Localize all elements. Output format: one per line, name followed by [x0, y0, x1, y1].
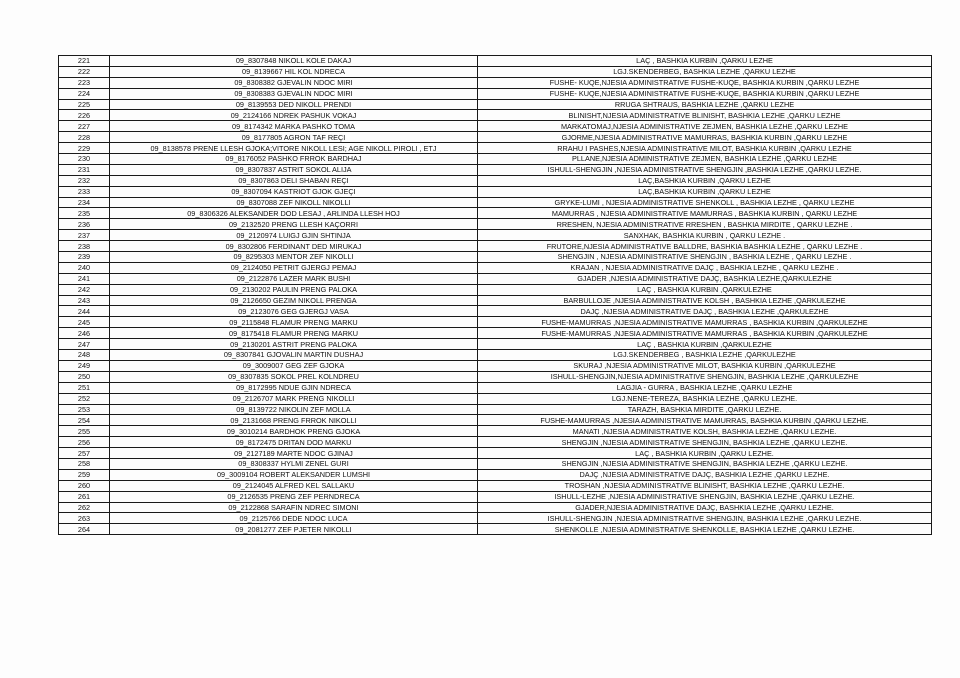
table-row — [59, 154, 932, 165]
row-number-cell: 250 — [59, 371, 110, 382]
record-name-cell: 09_8307835 SOKOL PREL KOLNDREU — [110, 371, 478, 382]
record-name-cell: 09_8302806 FERDINANT DED MIRUKAJ — [110, 241, 478, 252]
record-location-cell: LGJ.SKENDERBEG , BASHKIA LEZHE ,QARKULEZHE — [478, 350, 932, 361]
row-number-cell: 248 — [59, 350, 110, 361]
record-name-cell: 09_8307837 ASTRIT SOKOL ALIJA — [110, 164, 478, 175]
row-number-cell: 229 — [59, 143, 110, 154]
row-number-cell: 227 — [59, 121, 110, 132]
record-name-cell: 09_8174342 MARKA PASHKO TOMA — [110, 121, 478, 132]
record-location-cell: FUSHE-MAMURRAS ,NJESIA ADMINISTRATIVE MAMURRAS, BASHKIA KURBIN ,QARKU LEZHE. — [478, 415, 932, 426]
row-number-cell: 262 — [59, 502, 110, 513]
table-row — [59, 284, 932, 295]
record-name-cell: 09_8138578 PRENE LLESH GJOKA;VITORE NIKOLL LESI; AGE NIKOLL PIROLI , ETJ — [110, 143, 478, 154]
record-location-cell: MAMURRAS , NJESIA ADMINISTRATIVE MAMURRAS , BASHKIA KURBIN , QARKU LEZHE — [478, 208, 932, 219]
table-row — [59, 88, 932, 99]
record-location-cell: LAÇ , BASHKIA KURBIN ,QARKU LEZHE. — [478, 448, 932, 459]
row-number-cell: 232 — [59, 175, 110, 186]
table-row — [59, 350, 932, 361]
record-location-cell: ISHULL-SHENGJIN ,NJESIA ADMINISTRATIVE SHENGJIN, BASHKIA LEZHE ,QARKU LEZHE. — [478, 513, 932, 524]
table-row — [59, 437, 932, 448]
row-number-cell: 237 — [59, 230, 110, 241]
record-location-cell: SANXHAK, BASHKIA KURBIN , QARKU LEZHE . — [478, 230, 932, 241]
record-location-cell: GRYKE-LUMI , NJESIA ADMINISTRATIVE SHENKOLL , BASHKIA LEZHE , QARKU LEZHE — [478, 197, 932, 208]
record-location-cell: FRUTORE,NJESIA ADMINISTRATIVE BALLDRE, BASHKIA BASHKIA LEZHE , QARKU LEZHE . — [478, 241, 932, 252]
record-name-cell: 09_2127189 MARTE NDOC GJINAJ — [110, 448, 478, 459]
record-name-cell: 09_8295303 MENTOR ZEF NIKOLLI — [110, 252, 478, 263]
row-number-cell: 234 — [59, 197, 110, 208]
record-location-cell: RRESHEN, NJESIA ADMINISTRATIVE RRESHEN , BASHKIA MIRDITE , QARKU LEZHE . — [478, 219, 932, 230]
row-number-cell: 226 — [59, 110, 110, 121]
row-number-cell: 253 — [59, 404, 110, 415]
table-row — [59, 132, 932, 143]
table-row — [59, 143, 932, 154]
record-name-cell: 09_2132520 PRENG LLESH KAÇORRI — [110, 219, 478, 230]
row-number-cell: 239 — [59, 252, 110, 263]
row-number-cell: 264 — [59, 524, 110, 535]
row-number-cell: 224 — [59, 88, 110, 99]
table-row — [59, 99, 932, 110]
record-location-cell: SHENGJIN , NJESIA ADMINISTRATIVE SHENGJIN , BASHKIA LEZHE , QARKU LEZHE . — [478, 252, 932, 263]
row-number-cell: 223 — [59, 77, 110, 88]
records-table — [58, 55, 932, 535]
record-name-cell: 09_8308383 GJEVALIN NDOC MIRI — [110, 88, 478, 99]
row-number-cell: 238 — [59, 241, 110, 252]
record-location-cell: BLINISHT,NJESIA ADMINISTRATIVE BLINISHT, BASHKIA LEZHE ,QARKU LEZHE — [478, 110, 932, 121]
row-number-cell: 233 — [59, 186, 110, 197]
row-number-cell: 255 — [59, 426, 110, 437]
record-name-cell: 09_2124045 ALFRED KEL SALLAKU — [110, 480, 478, 491]
record-location-cell: PLLANE,NJESIA ADMINISTRATIVE ZEJMEN, BASHKIA LEZHE ,QARKU LEZHE — [478, 154, 932, 165]
row-number-cell: 235 — [59, 208, 110, 219]
row-number-cell: 230 — [59, 154, 110, 165]
row-number-cell: 263 — [59, 513, 110, 524]
row-number-cell: 221 — [59, 56, 110, 67]
table-row — [59, 382, 932, 393]
record-name-cell: 09_8176052 PASHKO FRROK BARDHAJ — [110, 154, 478, 165]
record-location-cell: BARBULLOJE ,NJESIA ADMINISTRATIVE KOLSH , BASHKIA LEZHE ,QARKULEZHE — [478, 295, 932, 306]
table-row — [59, 77, 932, 88]
row-number-cell: 259 — [59, 469, 110, 480]
record-location-cell: FUSHE-MAMURRAS ,NJESIA ADMINISTRATIVE MAMURRAS , BASHKIA KURBIN ,QARKULEZHE — [478, 317, 932, 328]
record-name-cell: 09_3010214 BARDHOK PRENG GJOKA — [110, 426, 478, 437]
table-row — [59, 175, 932, 186]
row-number-cell: 251 — [59, 382, 110, 393]
record-name-cell: 09_2125766 DEDE NDOC LUCA — [110, 513, 478, 524]
table-row — [59, 121, 932, 132]
table-row — [59, 230, 932, 241]
record-name-cell: 09_2131668 PRENG FRROK NIKOLLI — [110, 415, 478, 426]
record-name-cell: 09_3009007 GEG ZEF GJOKA — [110, 360, 478, 371]
table-row — [59, 186, 932, 197]
row-number-cell: 257 — [59, 448, 110, 459]
record-name-cell: 09_8307094 KASTRIOT GJOK GJEÇI — [110, 186, 478, 197]
record-name-cell: 09_2122876 LAZER MARK BUSHI — [110, 273, 478, 284]
record-name-cell: 09_8139722 NIKOLIN ZEF MOLLA — [110, 404, 478, 415]
record-location-cell: ISHULL-SHENGJIN ,NJESIA ADMINISTRATIVE SHENGJIN ,BASHKIA LEZHE ,QARKU LEZHE. — [478, 164, 932, 175]
table-row — [59, 339, 932, 350]
table-row — [59, 328, 932, 339]
record-location-cell: SKURAJ ,NJESIA ADMINISTRATIVE MILOT, BASHKIA KURBIN ,QARKULEZHE — [478, 360, 932, 371]
record-location-cell: RRUGA SHTRAUS, BASHKIA LEZHE ,QARKU LEZHE — [478, 99, 932, 110]
record-location-cell: FUSHE- KUQE,NJESIA ADMINISTRATIVE FUSHE-KUQE, BASHKIA KURBIN ,QARKU LEZHE — [478, 88, 932, 99]
record-location-cell: KRAJAN , NJESIA ADMINISTRATIVE DAJÇ , BASHKIA LEZHE , QARKU LEZHE . — [478, 262, 932, 273]
row-number-cell: 249 — [59, 360, 110, 371]
record-location-cell: LAÇ,BASHKIA KURBIN ,QARKU LEZHE — [478, 175, 932, 186]
record-location-cell: MANATI ,NJESIA ADMINISTRATIVE KOLSH, BASHKIA LEZHE ,QARKU LEZHE. — [478, 426, 932, 437]
record-location-cell: GJORME,NJESIA ADMINISTRATIVE MAMURRAS, BASHKIA KURBIN ,QARKU LEZHE — [478, 132, 932, 143]
row-number-cell: 258 — [59, 458, 110, 469]
table-row — [59, 448, 932, 459]
record-name-cell: 09_8307841 GJOVALIN MARTIN DUSHAJ — [110, 350, 478, 361]
record-name-cell: 09_8139553 DED NIKOLL PRENDI — [110, 99, 478, 110]
record-name-cell: 09_2130202 PAULIN PRENG PALOKA — [110, 284, 478, 295]
row-number-cell: 244 — [59, 306, 110, 317]
record-location-cell: TROSHAN ,NJESIA ADMINISTRATIVE BLINISHT, BASHKIA LEZHE ,QARKU LEZHE. — [478, 480, 932, 491]
table-row — [59, 469, 932, 480]
record-name-cell: 09_8177805 AGRON TAF REÇI — [110, 132, 478, 143]
table-row — [59, 110, 932, 121]
record-location-cell: LGJ.NENE-TEREZA, BASHKIA LEZHE ,QARKU LEZHE. — [478, 393, 932, 404]
record-name-cell: 09_8307863 DELI SHABAN REÇI — [110, 175, 478, 186]
record-location-cell: LAÇ , BASHKIA KURBIN ,QARKULEZHE — [478, 339, 932, 350]
record-name-cell: 09_2124166 NDREK PASHUK VOKAJ — [110, 110, 478, 121]
record-name-cell: 09_8307848 NIKOLL KOLE DAKAJ — [110, 56, 478, 67]
record-name-cell: 09_2126707 MARK PRENG NIKOLLI — [110, 393, 478, 404]
record-name-cell: 09_8306326 ALEKSANDER DOD LESAJ , ARLINDA LLESH HOJ — [110, 208, 478, 219]
record-location-cell: LGJ.SKENDERBEG, BASHKIA LEZHE ,QARKU LEZHE — [478, 66, 932, 77]
record-location-cell: GJADER,NJESIA ADMINISTRATIVE DAJÇ, BASHKIA LEZHE ,QARKU LEZHE. — [478, 502, 932, 513]
record-location-cell: MARKATOMAJ,NJESIA ADMINISTRATIVE ZEJMEN, BASHKIA LEZHE ,QARKU LEZHE — [478, 121, 932, 132]
record-name-cell: 09_2123076 GEG GJERGJ VASA — [110, 306, 478, 317]
row-number-cell: 252 — [59, 393, 110, 404]
record-location-cell: FUSHE- KUQE,NJESIA ADMINISTRATIVE FUSHE-KUQE, BASHKIA KURBIN ,QARKU LEZHE — [478, 77, 932, 88]
record-name-cell: 09_8175418 FLAMUR PRENG MARKU — [110, 328, 478, 339]
table-row — [59, 360, 932, 371]
table-row — [59, 458, 932, 469]
table-row — [59, 404, 932, 415]
row-number-cell: 240 — [59, 262, 110, 273]
table-row — [59, 524, 932, 535]
record-name-cell: 09_2126535 PRENG ZEF PERNDRECA — [110, 491, 478, 502]
row-number-cell: 241 — [59, 273, 110, 284]
record-name-cell: 09_2126650 GEZIM NIKOLL PRENGA — [110, 295, 478, 306]
table-row — [59, 197, 932, 208]
record-location-cell: LAÇ , BASHKIA KURBIN ,QARKU LEZHE — [478, 56, 932, 67]
record-location-cell: ISHULL-LEZHE ,NJESIA ADMINISTRATIVE SHENGJIN, BASHKIA LEZHE ,QARKU LEZHE. — [478, 491, 932, 502]
record-name-cell: 09_8172995 NDUE GJIN NDRECA — [110, 382, 478, 393]
table-row — [59, 262, 932, 273]
table-row — [59, 219, 932, 230]
table-row — [59, 491, 932, 502]
record-location-cell: FUSHE-MAMURRAS ,NJESIA ADMINISTRATIVE MAMURRAS , BASHKIA KURBIN ,QARKULEZHE — [478, 328, 932, 339]
table-row — [59, 164, 932, 175]
record-name-cell: 09_8139667 HIL KOL NDRECA — [110, 66, 478, 77]
table-row — [59, 513, 932, 524]
row-number-cell: 245 — [59, 317, 110, 328]
row-number-cell: 246 — [59, 328, 110, 339]
record-location-cell: SHENKOLLE ,NJESIA ADMINISTRATIVE SHENKOLLE, BASHKIA LEZHE ,QARKU LEZHE. — [478, 524, 932, 535]
row-number-cell: 231 — [59, 164, 110, 175]
table-row — [59, 502, 932, 513]
table-row — [59, 208, 932, 219]
record-location-cell: RRAHU I PASHES,NJESIA ADMINISTRATIVE MILOT, BASHKIA KURBIN ,QARKU LEZHE — [478, 143, 932, 154]
row-number-cell: 222 — [59, 66, 110, 77]
record-name-cell: 09_2130201 ASTRIT PRENG PALOKA — [110, 339, 478, 350]
table-row — [59, 295, 932, 306]
row-number-cell: 225 — [59, 99, 110, 110]
table-row — [59, 252, 932, 263]
table-row — [59, 480, 932, 491]
record-name-cell: 09_8308382 GJEVALIN NDOC MIRI — [110, 77, 478, 88]
record-name-cell: 09_2124050 PETRIT GJERGJ PEMAJ — [110, 262, 478, 273]
table-row — [59, 66, 932, 77]
table-row — [59, 317, 932, 328]
row-number-cell: 247 — [59, 339, 110, 350]
record-name-cell: 09_2115848 FLAMUR PRENG MARKU — [110, 317, 478, 328]
record-location-cell: LAÇ,BASHKIA KURBIN ,QARKU LEZHE — [478, 186, 932, 197]
record-location-cell: GJADER ,NJESIA ADMINISTRATIVE DAJÇ, BASHKIA LEZHE,QARKULEZHE — [478, 273, 932, 284]
row-number-cell: 228 — [59, 132, 110, 143]
record-location-cell: SHENGJIN ,NJESIA ADMINISTRATIVE SHENGJIN, BASHKIA LEZHE ,QARKU LEZHE. — [478, 458, 932, 469]
table-row — [59, 415, 932, 426]
row-number-cell: 236 — [59, 219, 110, 230]
row-number-cell: 260 — [59, 480, 110, 491]
table-row — [59, 306, 932, 317]
record-name-cell: 09_8172475 DRITAN DOD MARKU — [110, 437, 478, 448]
record-location-cell: TARAZH, BASHKIA MIRDITE ,QARKU LEZHE. — [478, 404, 932, 415]
table-row — [59, 393, 932, 404]
record-name-cell: 09_2081277 ZEF PJETER NIKOLLI — [110, 524, 478, 535]
record-location-cell: LAÇ , BASHKIA KURBIN ,QARKULEZHE — [478, 284, 932, 295]
record-location-cell: SHENGJIN ,NJESIA ADMINISTRATIVE SHENGJIN, BASHKIA LEZHE ,QARKU LEZHE. — [478, 437, 932, 448]
row-number-cell: 254 — [59, 415, 110, 426]
records-table-body — [59, 56, 932, 535]
record-name-cell: 09_8308337 HYLMI ZENEL GURI — [110, 458, 478, 469]
record-location-cell: ISHULL-SHENGJIN,NJESIA ADMINISTRATIVE SHENGJIN, BASHKIA LEZHE ,QARKULEZHE — [478, 371, 932, 382]
table-row — [59, 241, 932, 252]
record-name-cell: 09_2120974 LUIGJ GJIN SHTINJA — [110, 230, 478, 241]
row-number-cell: 256 — [59, 437, 110, 448]
table-row — [59, 56, 932, 67]
row-number-cell: 243 — [59, 295, 110, 306]
table-row — [59, 273, 932, 284]
record-location-cell: DAJÇ ,NJESIA ADMINISTRATIVE DAJÇ, BASHKIA LEZHE ,QARKU LEZHE. — [478, 469, 932, 480]
record-location-cell: DAJÇ ,NJESIA ADMINISTRATIVE DAJÇ , BASHKIA LEZHE ,QARKULEZHE — [478, 306, 932, 317]
row-number-cell: 242 — [59, 284, 110, 295]
row-number-cell: 261 — [59, 491, 110, 502]
record-name-cell: 09_3009104 ROBERT ALEKSANDER LUMSHI — [110, 469, 478, 480]
record-name-cell: 09_8307088 ZEF NIKOLL NIKOLLI — [110, 197, 478, 208]
record-name-cell: 09_2122868 SARAFIN NDREC SIMONI — [110, 502, 478, 513]
table-row — [59, 426, 932, 437]
table-row — [59, 371, 932, 382]
record-location-cell: LAGJIA - GURRA , BASHKIA LEZHE ,QARKU LEZHE — [478, 382, 932, 393]
